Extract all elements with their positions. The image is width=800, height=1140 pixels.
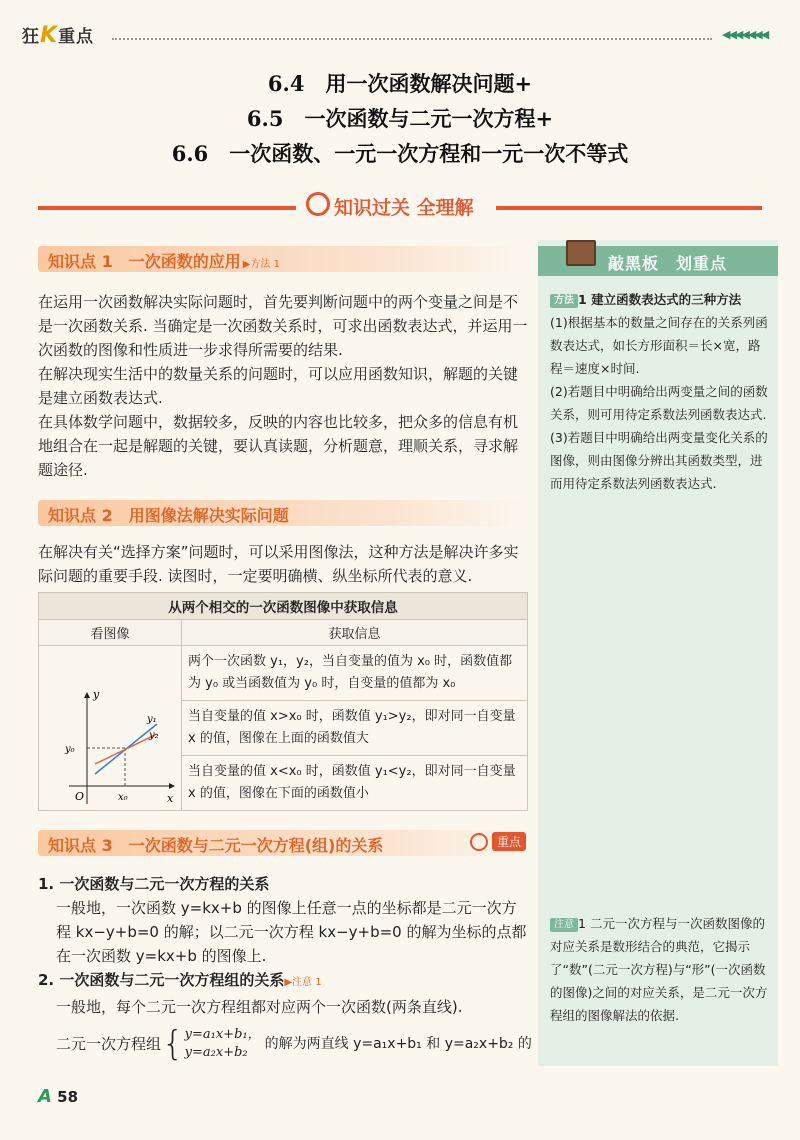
kp1-paragraph-1: 在运用一次函数解决实际问题时，首先要判断问题中的两个变量之间是不是一次函数关系. 当确定是一次函数关系时，可求出函数表达式，并运用一次函数的图像和性质进一步求得所需要的结果. [38, 293, 528, 359]
table-row-info-1: 两个一次函数 y₁，y₂，当自变量的值为 x₀ 时，函数值都为 y₀ 或当函数值为 y₀ 时，自变量的值都为 x₀ [182, 646, 528, 701]
kp3-note-tag: ▶注意 1 [284, 977, 322, 988]
key-point-badge: 重点 [492, 832, 526, 851]
note-chip: 注意 [550, 918, 578, 932]
blackboard-icon [566, 240, 596, 266]
kp1-paragraph-3: 在具体数学问题中，数据较多，反映的内容也比较多，把众多的信息有机地组合在一起是解题的关键，要认真读题，分析题意，理顺关系，寻求解题途径. [38, 413, 519, 479]
equation-bottom: y=a₂x+b₂ [184, 1045, 248, 1060]
table-row-info-2: 当自变量的值 x>x₀ 时，函数值 y₁>y₂，即对同一自变量 x 的值，图像在上面的函数值大 [182, 701, 528, 756]
intersecting-lines-graph [39, 646, 179, 806]
method-item-1: (1)根据基本的数量之间存在的关系列函数表达式，如长方形面积＝长×宽，路程＝速度×时间. [550, 315, 768, 376]
a-logo-icon: A [38, 1086, 52, 1107]
graph-y1-label: y₁ [147, 714, 157, 725]
brand-suffix: 重点 [58, 27, 95, 47]
title-6-5: 6.5 一次函数与二元一次方程+ [246, 106, 554, 131]
equation-system [185, 1026, 261, 1062]
equation-prefix: 二元一次方程组 [56, 1035, 162, 1053]
graph-x0-label: x₀ [118, 792, 128, 803]
kp3-section-1-text: 一般地，一次函数 y=kx+b 的图像上任意一点的坐标都是二元一次方程 kx−y+b=0 的解；以二元一次方程 kx−y+b=0 的解为坐标的点都在一次函数 y=kx+b 的图像上. [56, 899, 527, 965]
brace-icon: { [162, 1024, 184, 1064]
kp2-paragraph: 在解决有关“选择方案”问题时，可以采用图像法，这种方法是解决许多实际问题的重要手段. 读图时，一定要明确横、纵坐标所代表的意义. [38, 543, 519, 585]
refresh-icon [306, 192, 330, 216]
kp1-header [38, 246, 526, 272]
graph-x-label: x [167, 792, 174, 805]
kp3-section-2-text: 一般地，每个二元一次方程组都对应两个一次函数(两条直线). [56, 998, 463, 1016]
kp3-equation-line [56, 1026, 536, 1062]
brand-logo [22, 22, 94, 48]
brand-k: K [40, 23, 59, 48]
kp2-title: 知识点 2 用图像法解决实际问题 [48, 506, 289, 525]
title-6-4: 6.4 用一次函数解决问题+ [267, 71, 533, 96]
section-banner: 知识过关 全理解 [334, 197, 474, 219]
kp1-paragraph-2: 在解决现实生活中的数量关系的问题时，可以应用函数知识，解题的关键是建立函数表达式. [38, 365, 519, 407]
brand-prefix: 狂 [22, 27, 40, 47]
table-header-info: 获取信息 [182, 620, 528, 646]
kp3-body [38, 872, 530, 1019]
method-number: 1 [578, 292, 587, 307]
page-number-value: 58 [57, 1088, 79, 1106]
banner-line-left [38, 206, 296, 210]
table-header-graph: 看图像 [39, 620, 182, 646]
equation-suffix: 的解为两直线 y=a₁x+b₁ 和 y=a₂x+b₂ 的 [264, 1036, 532, 1052]
table-row-info-3: 当自变量的值 x<x₀ 时，函数值 y₁<y₂，即对同一自变量 x 的值，图像在下面的函数值小 [182, 756, 528, 811]
kp1-method-tag: ▶方法 1 [242, 259, 280, 270]
method-chip: 方法 [550, 294, 578, 308]
kp1-title: 知识点 1 一次函数的应用 [48, 252, 241, 271]
sidebar-method [550, 288, 770, 495]
graph-y2-label: y₂ [149, 730, 159, 741]
kp3-title: 知识点 3 一次函数与二元一次方程(组)的关系 [48, 836, 384, 855]
kp2-body [38, 540, 530, 588]
equation-top: y=a₁x+b₁， [184, 1027, 261, 1042]
sidebar-note [550, 912, 770, 1027]
note-number: 1 [578, 916, 586, 931]
page-number [38, 1086, 78, 1107]
kp3-section-2-title: 2. 一次函数与二元一次方程组的关系 [38, 971, 285, 989]
header-dotted-line [112, 38, 712, 40]
kp3-section-1-title: 1. 一次函数与二元一次方程的关系 [38, 875, 270, 893]
table-caption: 从两个相交的一次函数图像中获取信息 [39, 593, 528, 620]
method-item-2: (2)若题目中明确给出两变量之间的函数关系，则可用待定系数法列函数表达式. [550, 384, 768, 422]
kp3-header [38, 830, 526, 856]
line-y2 [95, 734, 157, 764]
info-table [38, 592, 528, 811]
kp1-body [38, 290, 530, 482]
sidebar-title: 敲黑板 划重点 [608, 254, 728, 273]
graph-y0-label: y₀ [65, 744, 75, 755]
target-icon [470, 833, 488, 851]
table-graph-cell [39, 646, 182, 811]
graph-origin-label: O [75, 790, 85, 803]
method-item-3: (3)若题目中明确给出两变量变化关系的图像，则由图像分辨出其函数类型，进而用待定系数法列函数表达式. [550, 430, 768, 491]
method-title: 建立函数表达式的三种方法 [591, 292, 742, 307]
note-text: 二元一次方程与一次函数图像的对应关系是数形结合的典范，它揭示了“数”(二元一次方程)与“形”(一次函数的图像)之间的对应关系，是二元一次方程组的图像解法的依据. [550, 916, 768, 1023]
kp2-header [38, 500, 526, 526]
title-6-6: 6.6 一次函数、一元一次方程和一元一次不等式 [171, 141, 629, 166]
banner-line-right [496, 206, 762, 210]
header-arrows-icon: ◀◀◀◀◀◀◀ [722, 28, 768, 41]
graph-y-label: y [93, 688, 100, 701]
